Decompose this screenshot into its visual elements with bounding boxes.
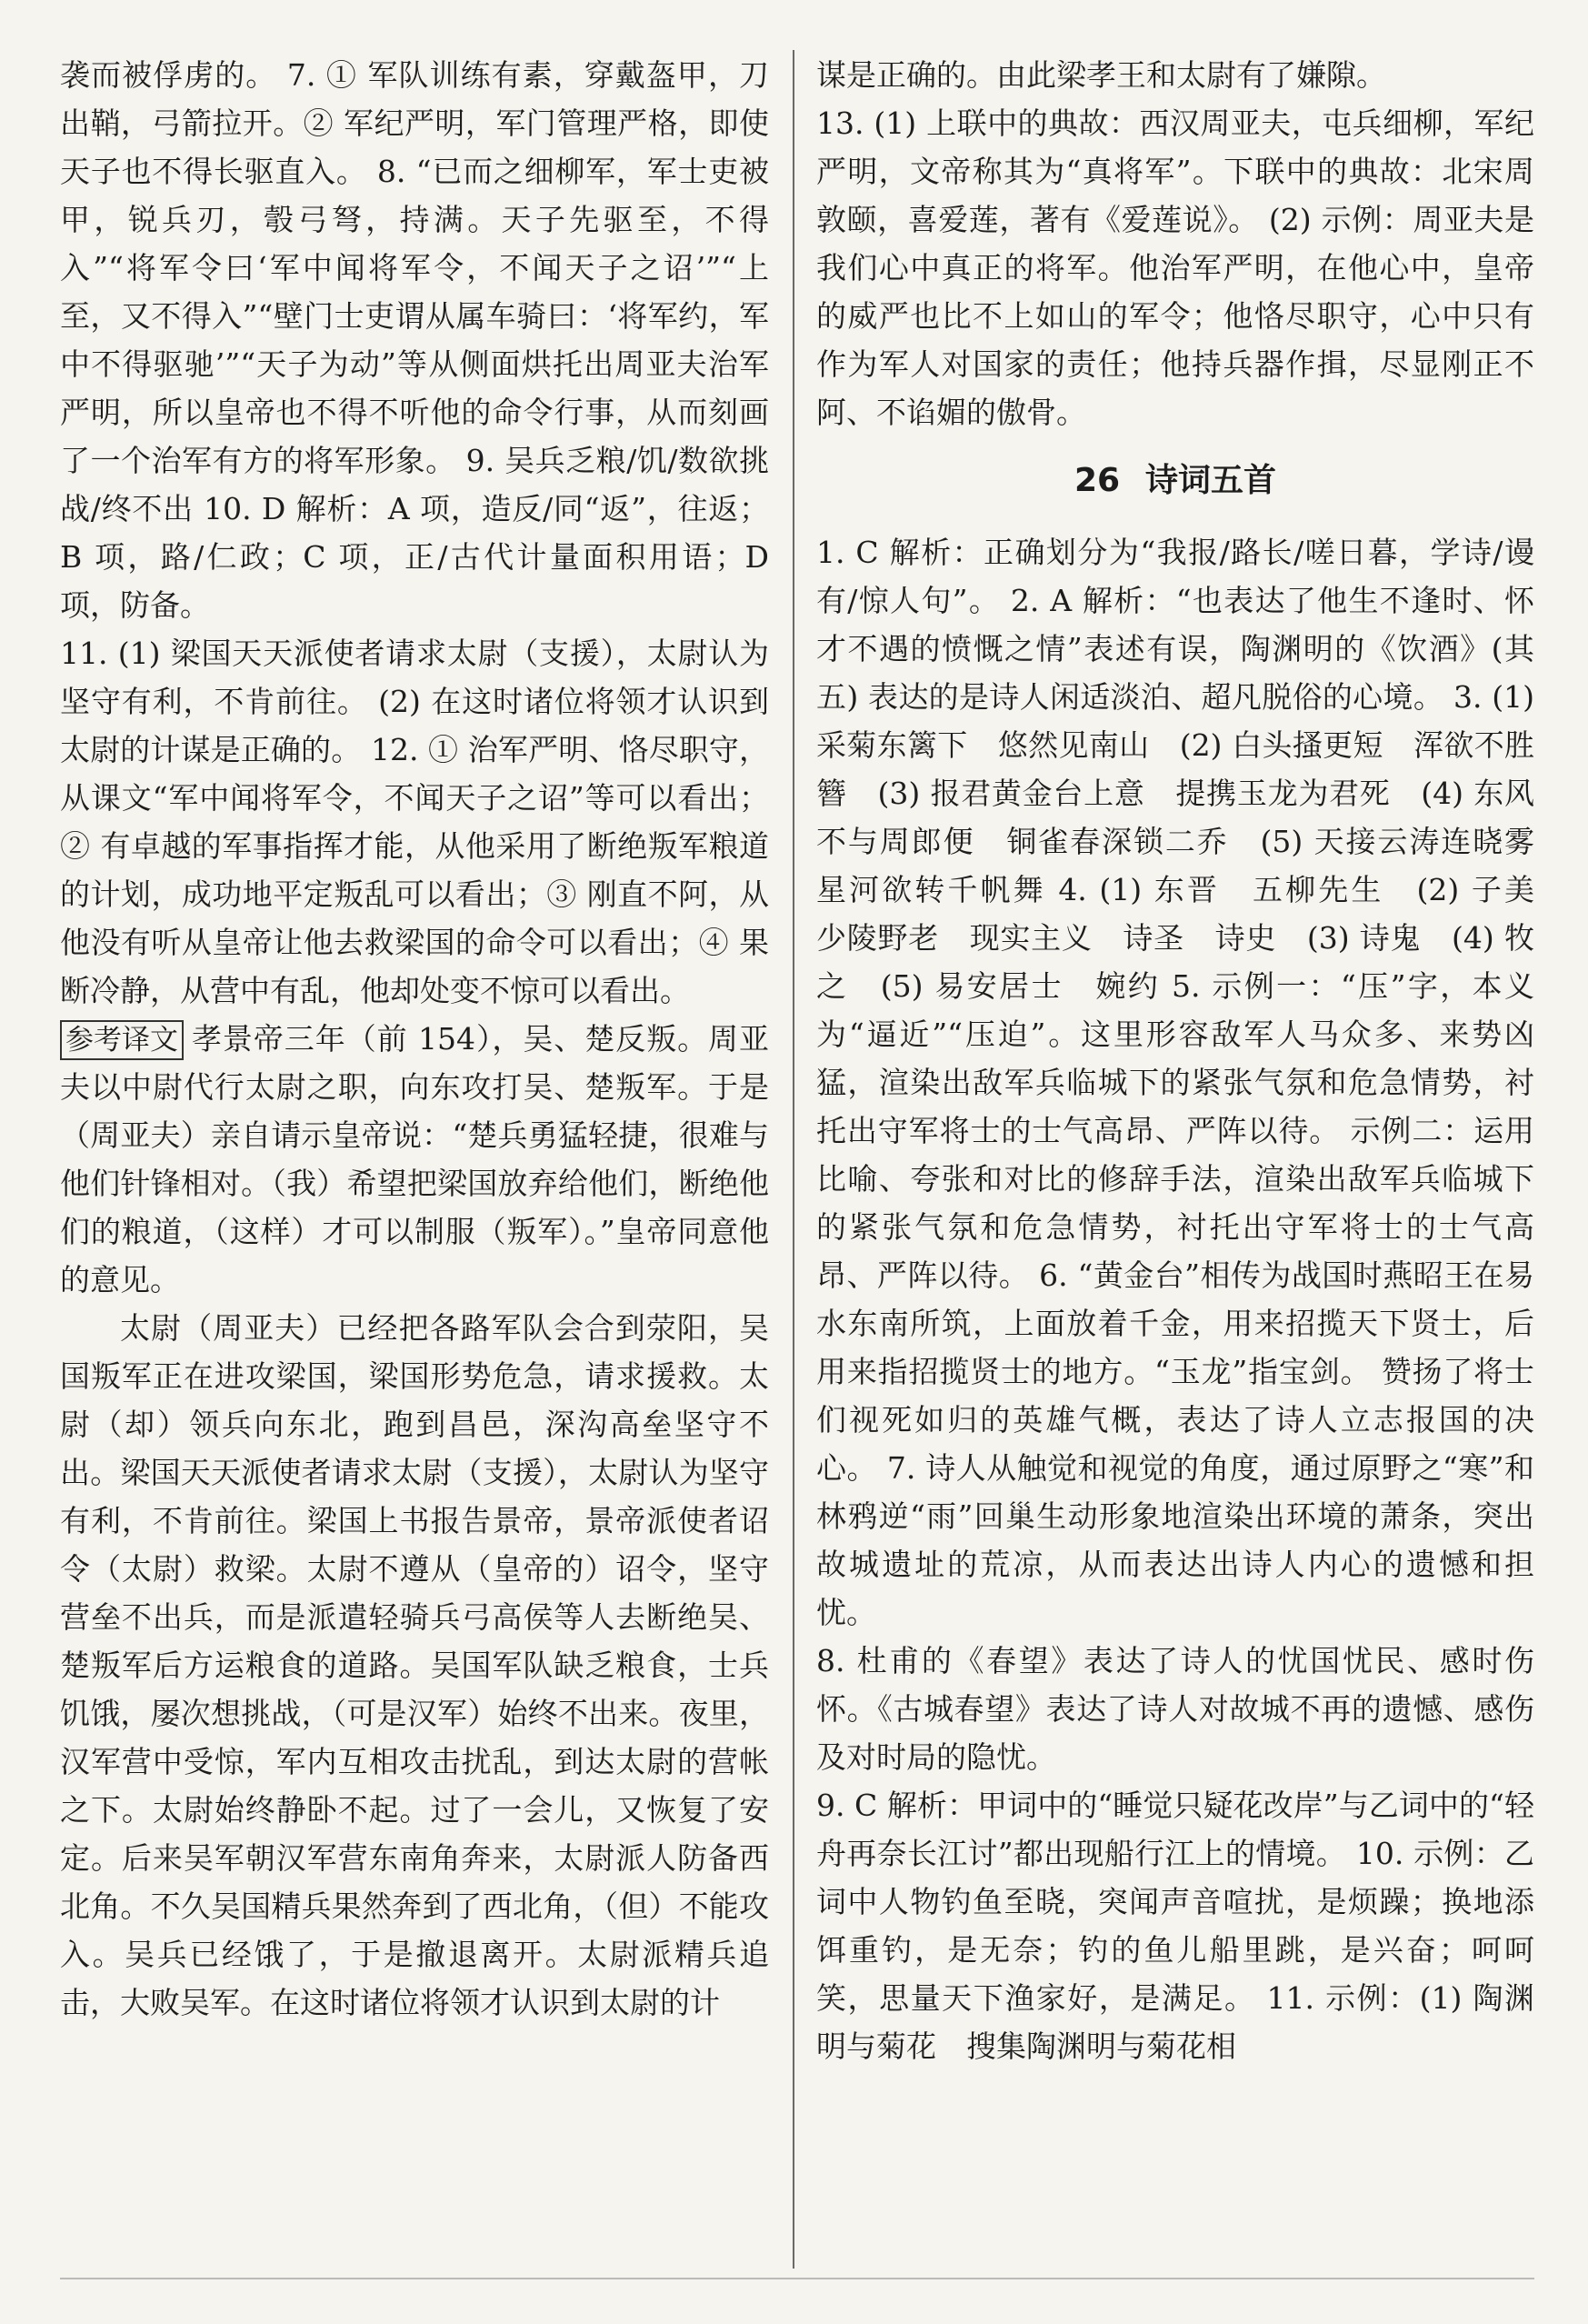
section-title: 诗词五首	[1145, 462, 1277, 499]
translation-paragraph-2: 太尉（周亚夫）已经把各路军队会合到荥阳，吴国叛军正在进攻梁国，梁国形势危急，请求援救。太尉（却）领兵向东北，跑到昌邑，深沟高垒坚守不出。梁国天天派使者请求太尉（支援），太尉认为坚守有利，不肯前往。梁国上书报告景帝，景帝派使者诏令（太尉）救梁。太尉不遵从（皇帝的）诏令，坚守营垒不出兵，而是派遣轻骑兵弓高侯等人去断绝吴、楚叛军后方运粮食的道路。吴国军队缺乏粮食，士兵饥饿，屡次想挑战，（可是汉军）始终不出来。夜里，汉军营中受惊，军内互相攻击扰乱，到达太尉的营帐之下。太尉始终静卧不起。过了一会儿，又恢复了安定。后来吴军朝汉军营东南角奔来，太尉派人防备西北角。不久吴国精兵果然奔到了西北角，（但）不能攻入。吴兵已经饿了，于是撤退离开。太尉派精兵追击，大败吴军。在这时诸位将领才认识到太尉的计	[60, 1310, 769, 2020]
translation-paragraph-1	[60, 1015, 769, 1304]
answers-9-11: 9. C 解析：甲词中的“睡觉只疑花改岸”与乙词中的“轻舟再奈长江讨”都出现船行江上的情境。 10. 示例：乙词中人物钓鱼至晓，突闻声音喧扰，是烦躁；换地添饵重钓，是无奈；钓的鱼儿船里跳，是兴奋；呵呵笑，思量天下渔家好，是满足。 11. 示例：(1) 陶渊明与菊花 搜集陶渊明与菊花相	[816, 1788, 1534, 2064]
section-heading	[816, 456, 1534, 505]
translation-continuation: 谋是正确的。由此梁孝王和太尉有了嫌隙。	[816, 57, 1386, 93]
answers-11-12: 11. (1) 梁国天天派使者请求太尉（支援），太尉认为坚守有利，不肯前往。 (2) 在这时诸位将领才认识到太尉的计谋是正确的。 12. ① 治军严明、恪尽职守，从课文“军中闻将军令，不闻天子之诏”等可以看出；② 有卓越的军事指挥才能，从他采用了断绝叛军粮道的计划，成功地平定叛乱可以看出；③ 刚直不阿，从他没有听从皇帝让他去救梁国的命令可以看出；④ 果断冷静，从营中有乱，他却处变不惊可以看出。	[60, 636, 769, 1008]
translation-text-1: 孝景帝三年（前 154），吴、楚反叛。周亚夫以中尉代行太尉之职，向东攻打吴、楚叛军。于是（周亚夫）亲自请示皇帝说：“楚兵勇猛轻捷，很难与他们针锋相对。（我）希望把梁国放弃给他们，断绝他们的粮道，（这样）才可以制服（叛军）。”皇帝同意他的意见。	[60, 1021, 769, 1297]
answers-1-7: 1. C 解析：正确划分为“我报/路长/嗟日暮，学诗/谩有/惊人句”。 2. A 解析：“也表达了他生不逢时、怀才不遇的愤慨之情”表述有误，陶渊明的《饮酒》(其五) 表达的是诗人闲适淡泊、超凡脱俗的心境。 3. (1) 采菊东篱下 悠然见南山 (2) 白头搔更短 浑欲不胜簪 (3) 报君黄金台上意 提携玉龙为君死 (4) 东风不与周郎便 铜雀春深锁二乔 (5) 天接云涛连晓雾 星河欲转千帆舞 4. (1) 东晋 五柳先生 (2) 子美 少陵野老 现实主义 诗圣 诗史 (3) 诗鬼 (4) 牧之 (5) 易安居士 婉约 5. 示例一：“压”字，本义为“逼近”“压迫”。这里形容敌军人马众多、来势凶猛，渲染出敌军兵临城下的紧张气氛和危急情势，衬托出守军将士的士气高昂、严阵以待。 示例二：运用比喻、夸张和对比的修辞手法，渲染出敌军兵临城下的紧张气氛和危急情势，衬托出守军将士的士气高昂、严阵以待。 6. “黄金台”相传为战国时燕昭王在易水东南所筑，上面放着千金，用来招揽天下贤士，后用来指招揽贤士的地方。“玉龙”指宝剑。 赞扬了将士们视死如归的英雄气概，表达了诗人立志报国的决心。 7. 诗人从触觉和视觉的角度，通过原野之“寒”和林鸦逆“雨”回巢生动形象地渲染出环境的萧条，突出故城遗址的荒凉，从而表达出诗人内心的遗憾和担忧。	[816, 535, 1564, 1630]
translation-label: 参考译文	[60, 1020, 184, 1060]
answer-13: 13. (1) 上联中的典故：西汉周亚夫，屯兵细柳，军纪严明，文帝称其为“真将军”。下联中的典故：北宋周敦颐，喜爱莲，著有《爱莲说》。 (2) 示例：周亚夫是我们心中真正的将军。他治军严明，在他心中，皇帝的威严也比不上如山的军令；他恪尽职守，心中只有作为军人对国家的责任；他持兵器作揖，尽显刚正不阿、不谄媚的傲骨。	[816, 105, 1534, 430]
right-column	[816, 51, 1564, 2070]
page-bottom-rule	[60, 2278, 1534, 2279]
answers-7-10: 袭而被俘虏的。 7. ① 军队训练有素，穿戴盔甲，刀出鞘，弓箭拉开。② 军纪严明，军门管理严格，即使天子也不得长驱直入。 8. “已而之细柳军，军士吏被甲，锐兵刃，彀弓弩，持满。天子先驱至，不得入”“将军令曰‘军中闻将军令，不闻天子之诏’”“上至，又不得入”“壁门士吏谓从属车骑曰：‘将军约，军中不得驱驰’”“天子为动”等从侧面烘托出周亚夫治军严明，所以皇帝也不得不听他的命令行事，从而刻画了一个治军有方的将军形象。 9. 吴兵乏粮/饥/数欲挑战/终不出 10. D 解析：A 项，造反/同“返”，往返；B 项，路/仁政；C 项，正/古代计量面积用语；D 项，防备。	[60, 57, 769, 623]
answer-8: 8. 杜甫的《春望》表达了诗人的忧国忧民、感时伤怀。《古城春望》表达了诗人对故城不再的遗憾、感伤及对时局的隐忧。	[816, 1643, 1534, 1775]
left-column	[60, 51, 769, 2027]
section-number: 26	[1074, 462, 1121, 499]
column-divider	[793, 50, 794, 2269]
